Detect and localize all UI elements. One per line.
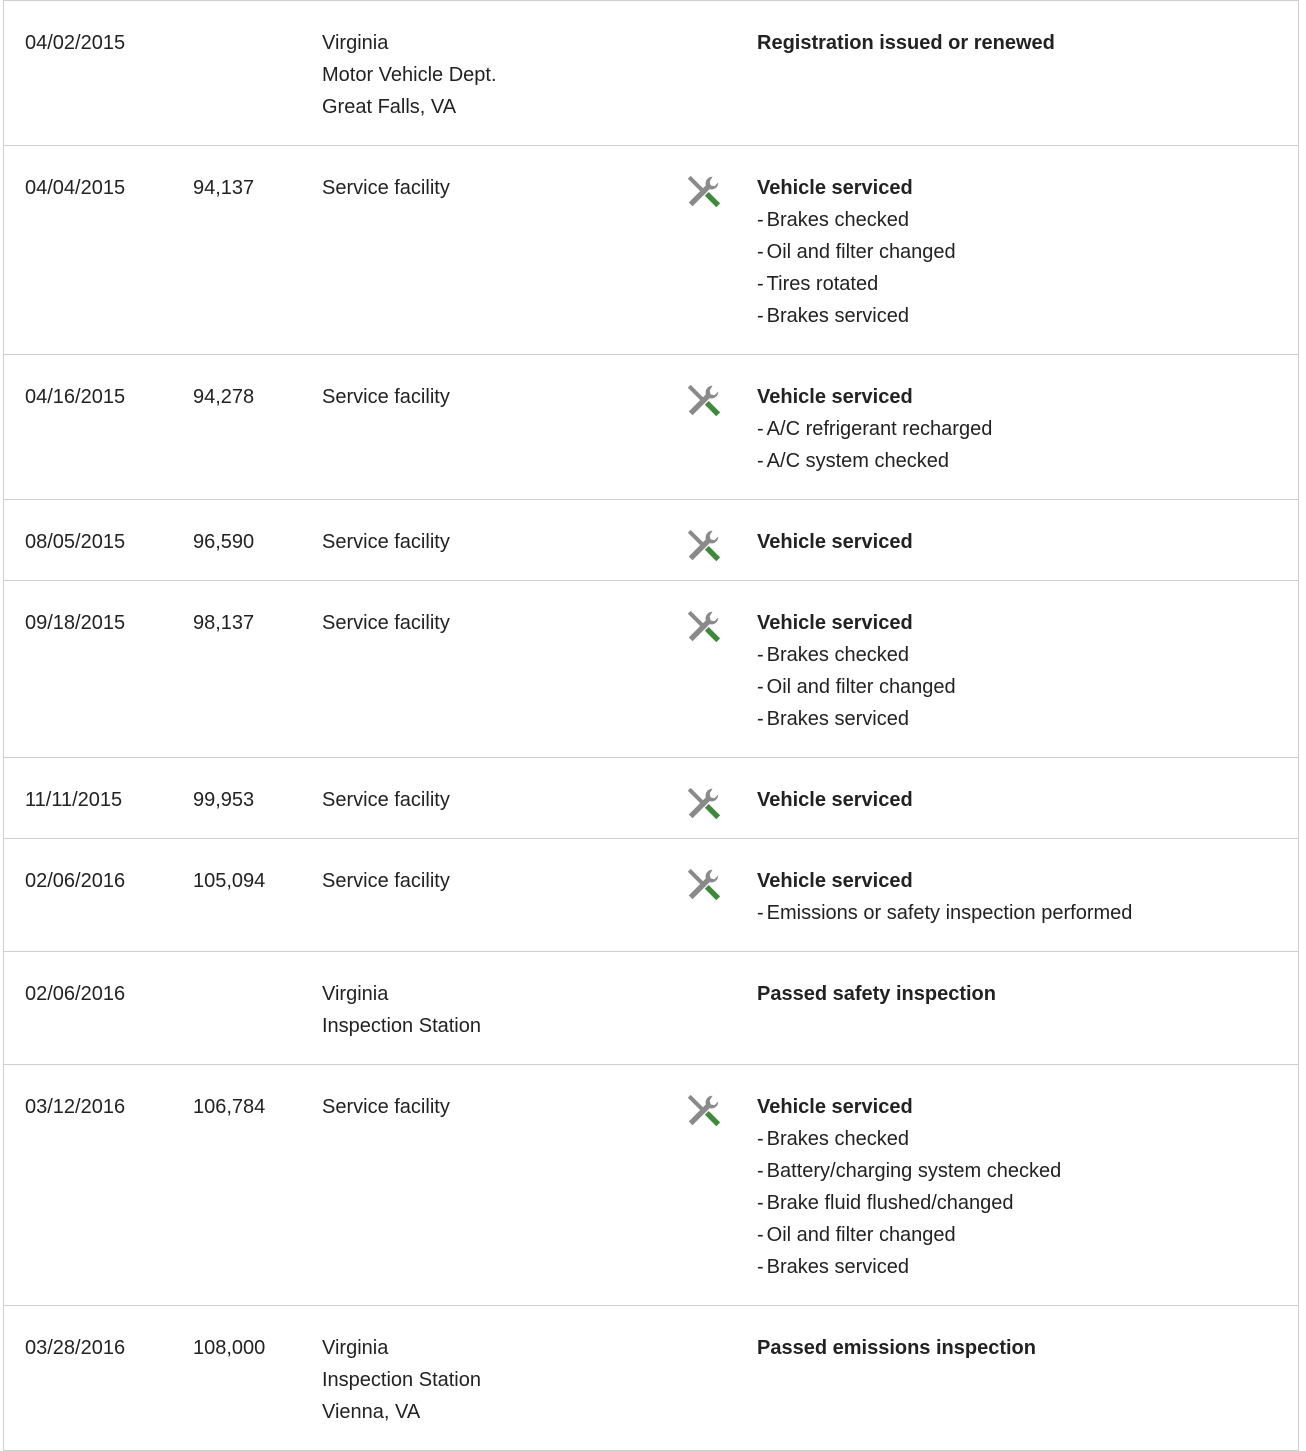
record-title: Vehicle serviced [757,789,913,811]
record-title: Passed safety inspection [757,983,996,1005]
record-detail-item: - Brakes serviced [757,300,1298,332]
record-source-line: Inspection Station [322,1369,481,1391]
service-tools-icon [684,173,722,211]
record-icon-cell [660,526,757,558]
record-date: 04/04/2015 [25,177,126,199]
record-date: 03/28/2016 [25,1337,126,1359]
record-detail-item: - Emissions or safety inspection performed [757,897,1298,929]
record-date: 02/06/2016 [25,983,126,1005]
record-detail-item: - Tires rotated [757,268,1298,300]
history-row [4,581,1298,758]
record-detail-item: - Battery/charging system checked [757,1155,1298,1187]
service-tools-icon [684,382,722,420]
record-source [322,27,660,123]
record-source-line: Great Falls, VA [322,96,457,118]
record-detail-item: - Brakes checked [757,204,1298,236]
record-details [757,1332,1298,1364]
record-date: 11/11/2015 [25,789,123,811]
record-details [757,1091,1298,1283]
record-source-line: Virginia [322,1337,389,1359]
record-details [757,978,1298,1010]
record-icon-cell [660,978,757,1010]
record-odometer: 108,000 [193,1337,266,1359]
record-date: 09/18/2015 [25,612,126,634]
record-date: 04/02/2015 [25,32,126,54]
record-source-line: Service facility [322,870,450,892]
record-details [757,381,1298,477]
history-row [4,1065,1298,1306]
record-details [757,607,1298,735]
record-title: Vehicle serviced [757,612,913,634]
record-details [757,172,1298,332]
record-odometer: 99,953 [193,789,255,811]
record-icon-cell [660,784,757,816]
record-source-line: Motor Vehicle Dept. [322,64,497,86]
record-source-line: Inspection Station [322,1015,481,1037]
record-source [322,1091,660,1123]
record-odometer: 94,137 [193,177,255,199]
record-details [757,27,1298,59]
record-detail-item: - Oil and filter changed [757,671,1298,703]
record-source-line: Service facility [322,177,450,199]
record-detail-item: - A/C refrigerant recharged [757,413,1298,445]
record-icon-cell [660,607,757,639]
record-icon-cell [660,1332,757,1364]
record-date: 04/16/2015 [25,386,126,408]
record-source [322,526,660,558]
record-detail-item: - Brakes serviced [757,703,1298,735]
record-title: Vehicle serviced [757,177,913,199]
record-detail-item: - Brakes checked [757,1123,1298,1155]
history-row [4,1,1298,146]
record-odometer: 106,784 [193,1096,266,1118]
history-row [4,355,1298,500]
history-row [4,952,1298,1065]
record-odometer: 105,094 [193,870,266,892]
service-tools-icon [684,785,722,823]
record-source [322,172,660,204]
record-details [757,865,1298,929]
history-row [4,1306,1298,1451]
record-icon-cell [660,27,757,59]
record-source-line: Service facility [322,1096,450,1118]
service-tools-icon [684,1092,722,1130]
record-title: Passed emissions inspection [757,1337,1036,1359]
record-date: 08/05/2015 [25,531,126,553]
record-icon-cell [660,381,757,413]
record-title: Registration issued or renewed [757,32,1055,54]
record-source-line: Service facility [322,612,450,634]
record-title: Vehicle serviced [757,386,913,408]
record-source [322,381,660,413]
record-odometer: 98,137 [193,612,255,634]
record-source [322,865,660,897]
record-source-line: Service facility [322,386,450,408]
service-tools-icon [684,608,722,646]
record-odometer: 94,278 [193,386,255,408]
record-icon-cell [660,172,757,204]
history-row [4,839,1298,952]
record-date: 03/12/2016 [25,1096,126,1118]
record-source [322,784,660,816]
record-odometer: 96,590 [193,531,255,553]
record-source-line: Service facility [322,789,450,811]
record-source-line: Service facility [322,531,450,553]
history-row [4,500,1298,581]
record-source [322,1332,660,1428]
service-tools-icon [684,527,722,565]
record-icon-cell [660,865,757,897]
history-row [4,758,1298,839]
record-title: Vehicle serviced [757,870,913,892]
record-detail-item: - Oil and filter changed [757,1219,1298,1251]
record-detail-item: - A/C system checked [757,445,1298,477]
record-source-line: Vienna, VA [322,1401,421,1423]
service-tools-icon [684,866,722,904]
record-details [757,526,1298,558]
record-icon-cell [660,1091,757,1123]
vehicle-history-table [3,0,1299,1451]
record-details [757,784,1298,816]
record-detail-item: - Brakes checked [757,639,1298,671]
history-row [4,146,1298,355]
record-title: Vehicle serviced [757,531,913,553]
record-detail-item: - Brakes serviced [757,1251,1298,1283]
record-source-line: Virginia [322,32,389,54]
record-source [322,978,660,1042]
record-source-line: Virginia [322,983,389,1005]
record-detail-item: - Brake fluid flushed/changed [757,1187,1298,1219]
record-detail-item: - Oil and filter changed [757,236,1298,268]
record-title: Vehicle serviced [757,1096,913,1118]
record-source [322,607,660,639]
record-date: 02/06/2016 [25,870,126,892]
